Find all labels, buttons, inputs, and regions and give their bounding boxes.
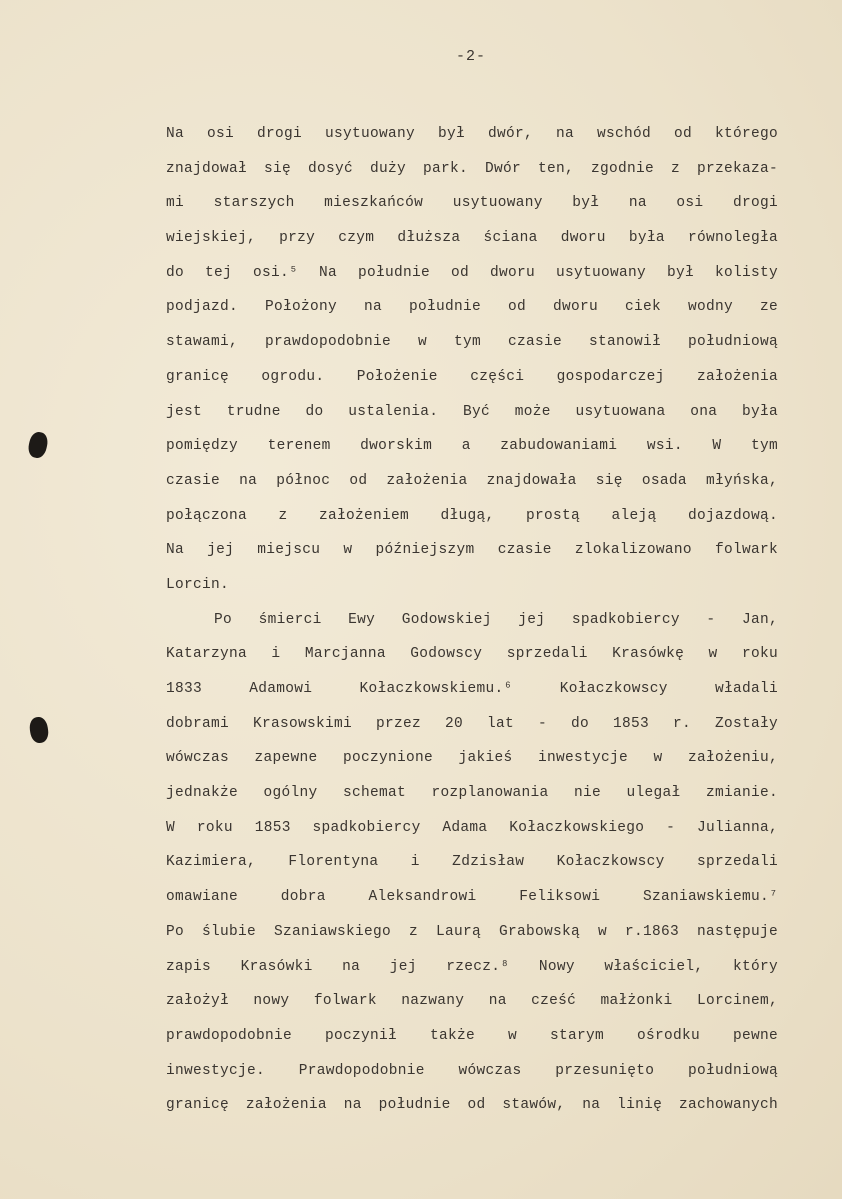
text-line: Po ślubie Szaniawskiego z Laurą Grabowską w r.1863 następuje xyxy=(166,923,778,940)
text-line: zapis Krasówki na jej rzecz.⁸ Nowy właściciel, który xyxy=(166,958,778,975)
text-line: Na jej miejscu w późniejszym czasie zlokalizowano folwark xyxy=(166,542,778,559)
text-line: dobrami Krasowskimi przez 20 lat - do 1853 r. Zostały xyxy=(166,715,778,732)
text-line: W roku 1853 spadkobiercy Adama Kołaczkowskiego - Julianna, xyxy=(166,819,778,836)
text-line: wówczas zapewne poczynione jakieś inwestycje w założeniu, xyxy=(166,750,778,767)
punch-hole xyxy=(28,716,49,744)
text-line: Kazimiera, Florentyna i Zdzisław Kołaczkowscy sprzedali xyxy=(166,854,778,871)
punch-hole xyxy=(26,430,49,459)
text-line: granicę założenia na południe od stawów, na linię zachowanych xyxy=(166,1097,778,1114)
text-line: prawdopodobnie poczynił także w starym ośrodku pewne xyxy=(166,1027,778,1044)
text-line: Lorcin. xyxy=(166,576,230,593)
text-line: pomiędzy terenem dworskim a zabudowaniami wsi. W tym xyxy=(166,438,778,455)
text-line: czasie na północ od założenia znajdowała się osada młyńska, xyxy=(166,472,778,489)
text-line: omawiane dobra Aleksandrowi Feliksowi Szaniawskiemu.⁷ xyxy=(166,889,778,906)
text-line: Na osi drogi usytuowany był dwór, na wschód od którego xyxy=(166,126,778,142)
text-line: znajdował się dosyć duży park. Dwór ten, zgodnie z przekaza- xyxy=(166,160,778,177)
text-line: 1833 Adamowi Kołaczkowskiemu.⁶ Kołaczkowscy władali xyxy=(166,681,778,697)
text-line: Po śmierci Ewy Godowskiej jej spadkobiercy - Jan, xyxy=(214,611,778,628)
text-line: do tej osi.⁵ Na południe od dworu usytuowany był kolisty xyxy=(166,264,778,281)
text-line: granicę ogrodu. Położenie części gospodarczej założenia xyxy=(166,368,778,385)
page-number: -2- xyxy=(455,48,486,65)
text-line: inwestycje. Prawdopodobnie wówczas przesunięto południową xyxy=(166,1062,778,1079)
text-line: jednakże ogólny schemat rozplanowania nie ulegał zmianie. xyxy=(166,785,778,802)
text-line: Katarzyna i Marcjanna Godowscy sprzedali Krasówkę w roku xyxy=(166,646,778,663)
text-line: jest trudne do ustalenia. Być może usytuowana ona była xyxy=(166,403,778,420)
text-line: mi starszych mieszkańców usytuowany był na osi drogi xyxy=(166,195,778,212)
text-line: założył nowy folwark nazwany na cześć małżonki Lorcinem, xyxy=(166,993,778,1010)
document-body xyxy=(166,117,778,1123)
text-line: wiejskiej, przy czym dłuższa ściana dworu była równoległa xyxy=(166,230,778,247)
text-line: stawami, prawdopodobnie w tym czasie stanowił południową xyxy=(166,334,778,351)
text-line: podjazd. Położony na południe od dworu ciek wodny ze xyxy=(166,299,778,316)
text-line: połączona z założeniem długą, prostą aleją dojazdową. xyxy=(166,507,778,524)
